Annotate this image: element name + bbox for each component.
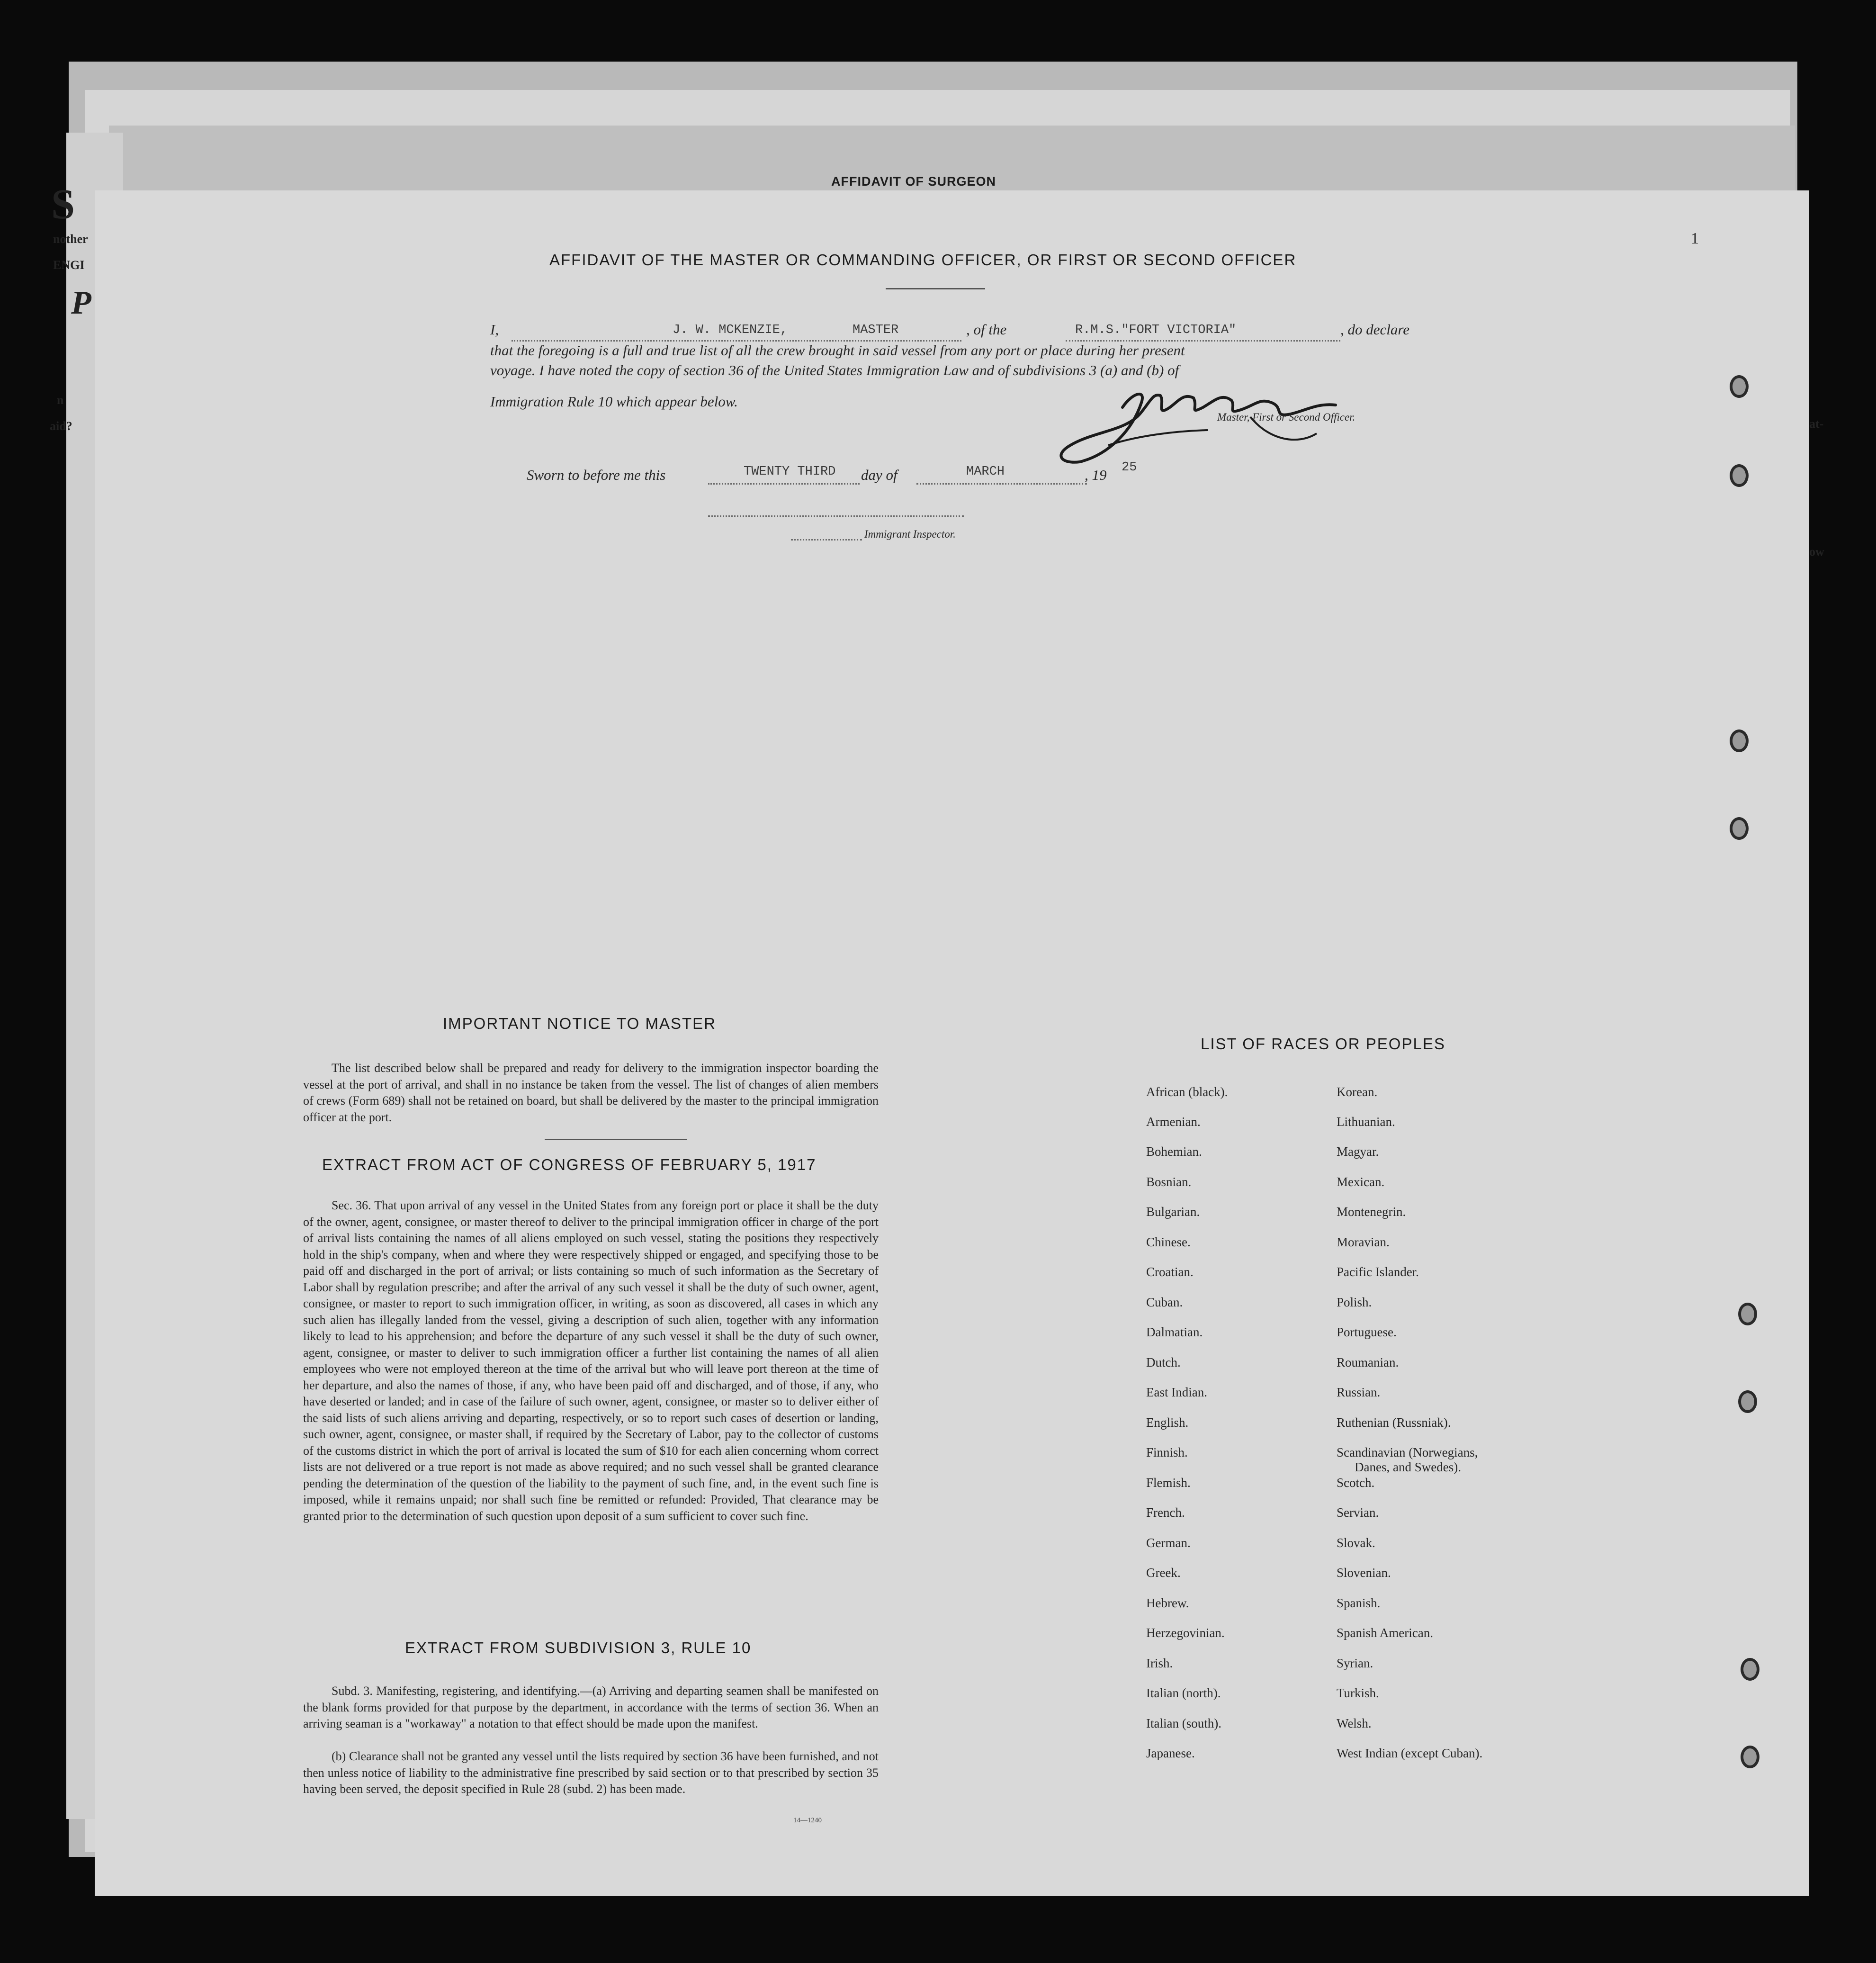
left-edge-fragment: nother (53, 232, 88, 246)
race-item: Armenian. (1146, 1115, 1201, 1129)
binder-hole-icon (1730, 817, 1749, 840)
race-item: Scandinavian (Norwegians, (1337, 1445, 1478, 1459)
rule-heading: EXTRACT FROM SUBDIVISION 3, RULE 10 (405, 1639, 752, 1657)
race-item: Cuban. (1146, 1295, 1183, 1309)
inspector-caption: Immigrant Inspector. (864, 528, 956, 540)
rule-text-a: Subd. 3. Manifesting, registering, and identifying.—(a) Arriving and departing seamen shall be manifested on the blank forms provided for that purpose by the department, in accordance with the terms of section 36. When an arriving seaman is a "workaway" a notation to that effect should be made upon the manifest. (303, 1684, 879, 1730)
left-edge-fragment: aid? (50, 419, 72, 433)
race-item: Ruthenian (Russniak). (1337, 1415, 1451, 1430)
page-number-mark: 1 (1691, 230, 1699, 247)
race-item: Welsh. (1337, 1716, 1372, 1730)
section-rule (545, 1139, 687, 1140)
vessel-name: R.M.S."FORT VICTORIA" (1075, 323, 1237, 337)
left-edge-fragment: S (51, 181, 75, 228)
race-item: Spanish. (1337, 1596, 1381, 1610)
sworn-day-of: day of (861, 467, 898, 483)
race-item: Slovenian. (1337, 1566, 1391, 1580)
right-edge-fragment: ow (1809, 545, 1824, 558)
act-heading: EXTRACT FROM ACT OF CONGRESS OF FEBRUARY 5, 1917 (322, 1156, 817, 1173)
affidavit-heading: AFFIDAVIT OF THE MASTER OR COMMANDING OFFICER, OR FIRST OR SECOND OFFICER (549, 251, 1297, 269)
race-item: Lithuanian. (1337, 1115, 1395, 1129)
race-item: Dalmatian. (1146, 1325, 1203, 1339)
race-item: Mexican. (1337, 1175, 1385, 1189)
race-item: West Indian (except Cuban). (1337, 1746, 1483, 1760)
race-item: Slovak. (1337, 1536, 1375, 1550)
race-item: Bulgarian. (1146, 1205, 1200, 1219)
race-item: Pacific Islander. (1337, 1265, 1419, 1279)
race-item: Croatian. (1146, 1265, 1194, 1279)
inspector-dotted-line (708, 515, 964, 517)
affidavit-declare: , do declare (1340, 321, 1410, 338)
binder-hole-icon (1738, 1390, 1757, 1413)
sworn-month: MARCH (966, 465, 1005, 479)
race-item: Spanish American. (1337, 1626, 1433, 1640)
race-item: Herzegovinian. (1146, 1626, 1225, 1640)
vessel-dotted-line (1066, 340, 1340, 342)
binder-hole-icon (1741, 1746, 1759, 1768)
race-item: French. (1146, 1505, 1185, 1520)
name-dotted-line (512, 340, 961, 342)
right-edge-fragment: at- (1809, 417, 1824, 431)
race-item: Moravian. (1337, 1235, 1390, 1249)
affidavit-of-the: , of the (966, 321, 1007, 338)
race-item: Flemish. (1146, 1476, 1191, 1490)
left-edge-fragment: ENGI (53, 258, 85, 272)
race-item: Servian. (1337, 1505, 1379, 1520)
race-item: Roumanian. (1337, 1355, 1399, 1369)
left-edge-fragment: n (57, 393, 64, 407)
race-item: African (black). (1146, 1085, 1228, 1099)
heading-rule (886, 288, 985, 289)
race-item: Greek. (1146, 1566, 1181, 1580)
race-item: Chinese. (1146, 1235, 1191, 1249)
race-item: Russian. (1337, 1385, 1381, 1399)
binder-hole-icon (1730, 464, 1749, 487)
race-item: Scotch. (1337, 1476, 1375, 1490)
affidavit-lead: I, (490, 321, 499, 338)
race-item: Syrian. (1337, 1656, 1373, 1670)
form-number: 14—1240 (793, 1817, 822, 1824)
binder-hole-icon (1730, 375, 1749, 398)
race-item: Finnish. (1146, 1445, 1188, 1459)
sworn-year-prefix: , 19 (1085, 467, 1107, 483)
rule-text-b: (b) Clearance shall not be granted any vessel until the lists required by section 36 have been furnished, and not then unless notice of liability to the administrative fine prescribed by said section or to that prescribed by section 35 having been served, the deposit specified in Rule 28 (subd. 2) has been made. (303, 1749, 879, 1796)
race-item: Irish. (1146, 1656, 1173, 1670)
notice-text: The list described below shall be prepared and ready for delivery to the immigration inspector boarding the vessel at the port of arrival, and shall in no instance be taken from the vessel. The list of changes of alien members of crews (Form 689) shall not be retained on board, but shall be delivered by the master to the principal immigration officer at the port. (303, 1061, 879, 1124)
race-item: Hebrew. (1146, 1596, 1189, 1610)
master-signature (1051, 374, 1421, 474)
signature-caption: Master, First or Second Officer. (1217, 411, 1355, 423)
race-item: Italian (north). (1146, 1686, 1221, 1700)
master-name: J. W. MCKENZIE, (673, 323, 788, 337)
race-item: Italian (south). (1146, 1716, 1221, 1730)
binder-hole-icon (1730, 729, 1749, 752)
sworn-lead: Sworn to before me this (527, 467, 666, 483)
race-item: Magyar. (1337, 1144, 1379, 1159)
master-rank: MASTER (853, 323, 899, 337)
sworn-day: TWENTY THIRD (744, 465, 836, 479)
left-edge-fragment: P (71, 285, 91, 321)
inspector-dotted-line (791, 539, 862, 540)
race-item: Turkish. (1337, 1686, 1379, 1700)
race-item: Polish. (1337, 1295, 1372, 1309)
sworn-year: 25 (1122, 460, 1137, 475)
race-item: English. (1146, 1415, 1189, 1430)
race-item: Japanese. (1146, 1746, 1195, 1760)
race-item: Montenegrin. (1337, 1205, 1406, 1219)
race-item-continuation: Danes, and Swedes). (1355, 1460, 1461, 1474)
binder-hole-icon (1738, 1303, 1757, 1325)
race-item: Dutch. (1146, 1355, 1181, 1369)
month-dotted-line (916, 483, 1087, 485)
surgeon-affidavit-title: AFFIDAVIT OF SURGEON (831, 174, 996, 189)
act-text: Sec. 36. That upon arrival of any vessel in the United States from any foreign port or place it shall be the duty of the owner, agent, consignee, or master thereof to deliver to the principal immigration officer in charge of the port of arrival lists containing the names of all aliens employed on such vessel, stating the positions they respectively hold in the ship's company, when and where they were respectively shipped or engaged, and specifying those to be paid off and discharged in the port of arrival; or lists containing so much of such information as the Secretary of Labor shall by regulation prescribe; and after the arrival of any such vessel it shall be the duty of such owner, agent, consignee, or master to report to such immigration officer, in writing, as soon as discovered, all cases in which any such alien has illegally landed from the vessel, giving a description of such alien, together with any information likely to lead to his apprehension; and before the departure of any such vessel it shall be the duty of such owner, agent, consignee, or master to deliver to such immigration officer a further list containing the names of all alien employees who were not employed thereon at the time of the arrival but who will leave port thereon at the time of her departure, and also the names of those, if any, who have been paid off and discharged, and of those, if any, who have deserted or landed; and in case of the failure of such owner, agent, consignee, or master so to deliver either of the said lists of such aliens arriving and departing, respectively, or so to report such cases of desertion or landing, such owner, agent, consignee, or master shall, if required by the Secretary of Labor, pay to the collector of customs of the customs district in which the port of arrival is located the sum of $10 for each alien concerning whom correct lists are not delivered or a true report is not made as above required; and no such vessel shall be granted clearance pending the determination of the question of the liability to the payment of such fine, and, in the event such fine is imposed, while it remains unpaid; nor shall such fine be remitted or refunded: Provided, That clearance may be granted prior to the determination of such question upon deposit of a sum sufficient to cover such fine. (303, 1198, 879, 1523)
binder-hole-icon (1741, 1658, 1759, 1681)
day-dotted-line (708, 483, 860, 485)
main-document-sheet (95, 190, 1809, 1896)
affidavit-line: voyage. I have noted the copy of section 36 of the United States Immigration Law and of subdivisions 3 (a) and (b) of (490, 362, 1179, 378)
race-item: Bosnian. (1146, 1175, 1192, 1189)
affidavit-line: Immigration Rule 10 which appear below. (490, 393, 738, 410)
notice-heading: IMPORTANT NOTICE TO MASTER (443, 1015, 717, 1032)
race-item: East Indian. (1146, 1385, 1207, 1399)
race-item: Portuguese. (1337, 1325, 1397, 1339)
race-item: Bohemian. (1146, 1144, 1202, 1159)
affidavit-line: that the foregoing is a full and true list of all the crew brought in said vessel from any port or place during her present (490, 342, 1185, 359)
races-heading: LIST OF RACES OR PEOPLES (1201, 1035, 1445, 1053)
race-item: German. (1146, 1536, 1191, 1550)
race-item: Korean. (1337, 1085, 1378, 1099)
